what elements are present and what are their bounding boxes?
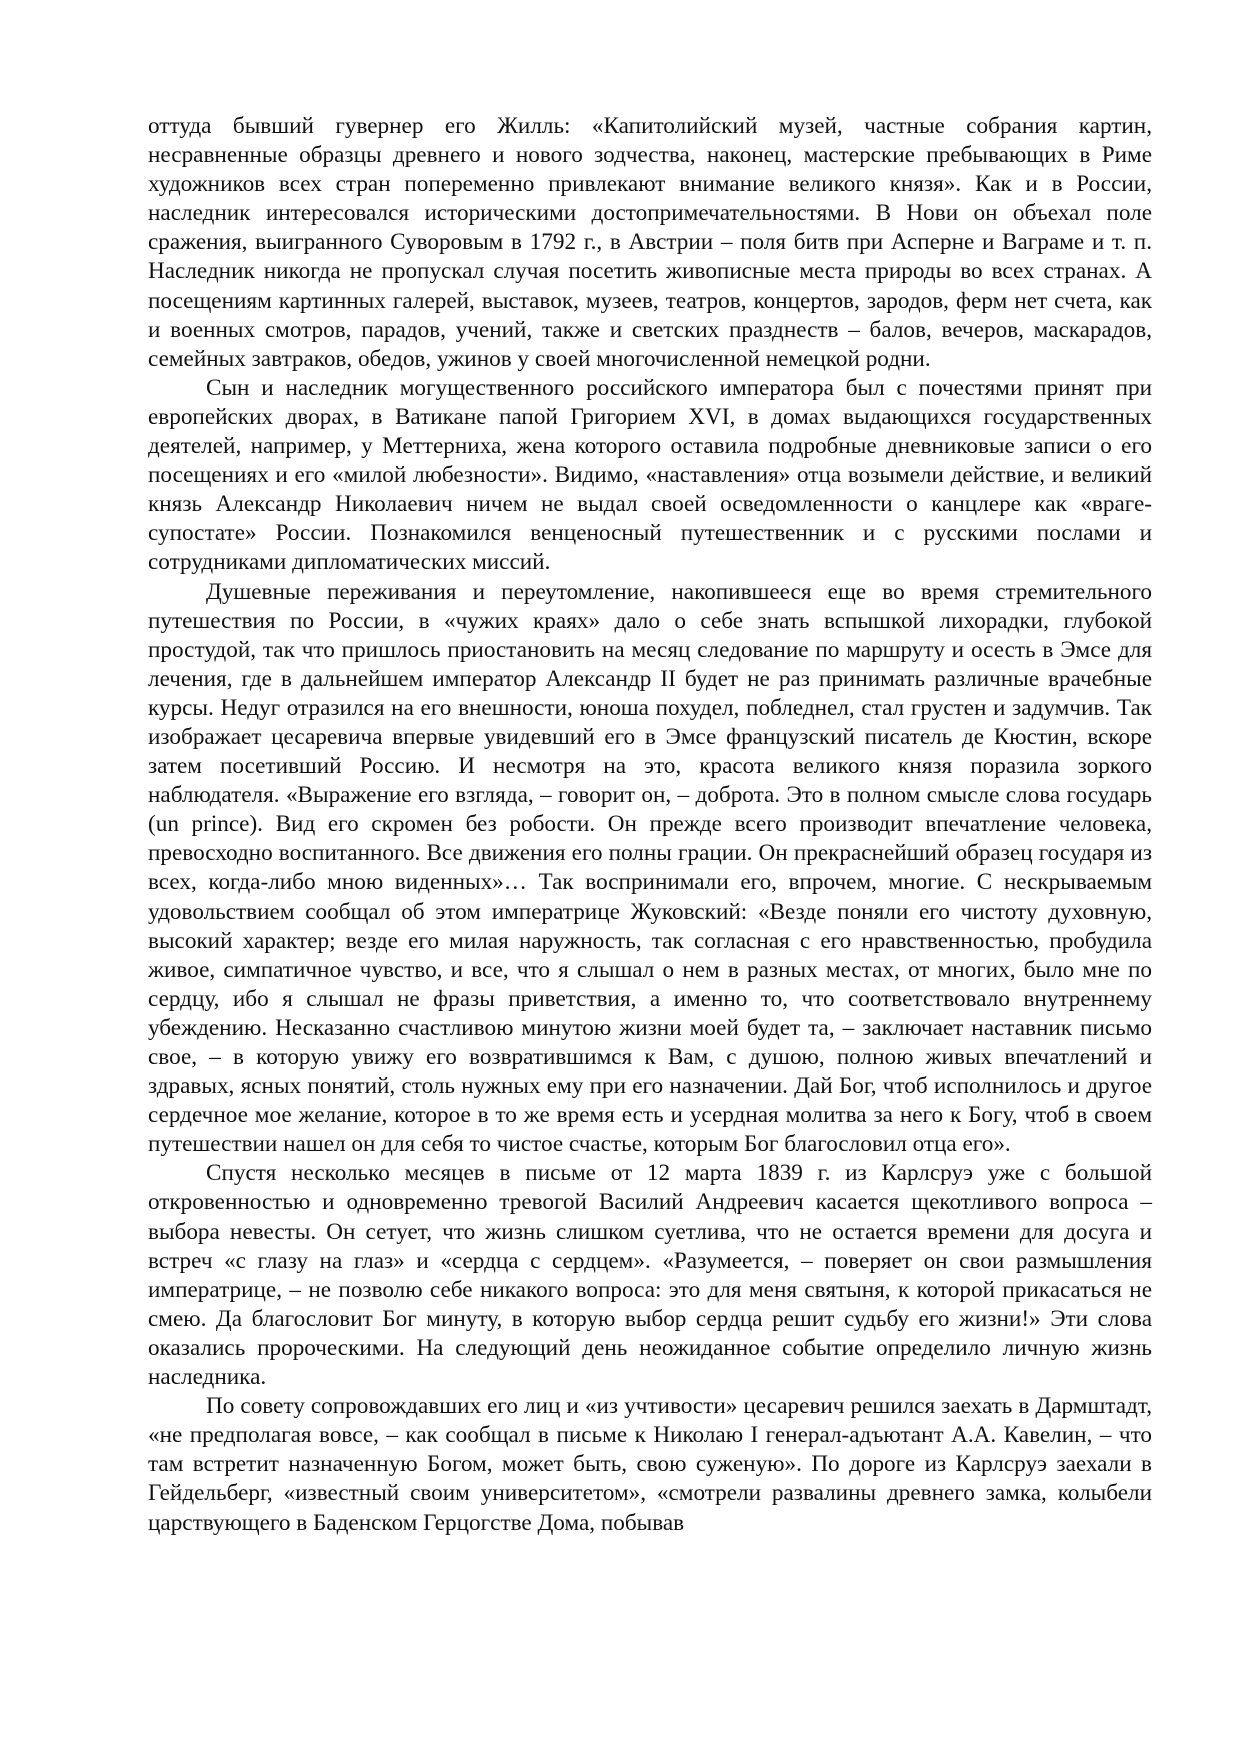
paragraph-4: Спустя несколько месяцев в письме от 12 марта 1839 г. из Карлсруэ уже с большой откровенностью и одновременно тревогой Василий Андреевич касается щекотливого вопроса – выбора невесты. Он сетует, что жизнь слишком суетлива, что не остается времени для досуга и встреч «с глазу на глаз» и «сердца с сердцем». «Разумеется, – поверяет он свои размышления императрице, – не позволю себе никакого вопроса: это для меня святыня, к которой прикасаться не смею. Да благословит Бог минуту, в которую выбор сердца решит судьбу его жизни!» Эти слова оказались пророческими. На следующий день неожиданное событие определило личную жизнь наследника. xyxy=(148,1160,1152,1391)
paragraph-2: Сын и наследник могущественного российского императора был с почестями принят при европейских дворах, в Ватикане папой Григорием XVI, в домах выдающихся государственных деятелей, например, у Меттерниха, жена которого оставила подробные дневниковые записи о его посещениях и его «милой любезности». Видимо, «наставления» отца возымели действие, и великий князь Александр Николаевич ничем не выдал своей осведомленности о канцлере как «враге-супостате» России. Познакомился венценосный путешественник и с русскими послами и сотрудниками дипломатических миссий. xyxy=(148,374,1152,576)
paragraph-3: Душевные переживания и переутомление, накопившееся еще во время стремительного путешествия по России, в «чужих краях» дало о себе знать вспышкой лихорадки, глубокой простудой, так что пришлось приостановить на месяц следование по маршруту и осесть в Эмсе для лечения, где в дальнейшем император Александр II будет не раз принимать различные врачебные курсы. Недуг отразился на его внешности, юноша похудел, побледнел, стал грустен и задумчив. Так изображает цесаревича впервые увидевший его в Эмсе французский писатель де Кюстин, вскоре затем посетивший Россию. И несмотря на это, красота великого князя поразила зоркого наблюдателя. «Выражение его взгляда, – говорит он, – доброта. Это в полном смысле слова государь (un prince). Вид его скромен без робости. Он прежде всего производит впечатление человека, превосходно воспитанного. Все движения его полны грации. Он прекраснейший образец государя из всех, когда-либо мною виденных»… Так воспринимали его, впрочем, многие. С нескрываемым удовольствием сообщал об этом императрице Жуковский: «Везде поняли его чистоту духовную, высокий характер; везде его милая наружность, так согласная с его нравственностью, пробудила живое, симпатичное чувство, и все, что я слышал о нем в разных местах, от многих, было мне по сердцу, ибо я слышал не фразы приветствия, а именно то, что соответствовало внутреннему убеждению. Несказанно счастливою минутою жизни моей будет та, – заключает наставник письмо свое, – в которую увижу его возвратившимся к Вам, с душою, полною живых впечатлений и здравых, ясных понятий, столь нужных ему при его назначении. Дай Бог, чтоб исполнилось и другое сердечное мое желание, которое в то же время есть и усердная молитва за него к Богу, чтоб в своем путешествии нашел он для себя то чистое счастье, которым Бог благословил отца его». xyxy=(148,578,1152,1158)
document-page xyxy=(148,112,1152,1538)
paragraph-5: По совету сопровождавших его лиц и «из учтивости» цесаревич решился заехать в Дармштадт, «не предполагая вовсе, – как сообщал в письме к Николаю I генерал-адъютант А.А. Кавелин, – что там встретит назначенную Богом, может быть, свою суженую». По дороге из Карлсруэ заехали в Гейдельберг, «известный своим университетом», «смотрели развалины древнего замка, колыбели царствующего в Баденском Герцогстве Дома, побывав xyxy=(148,1393,1152,1536)
paragraph-1: оттуда бывший гувернер его Жилль: «Капитолийский музей, частные собрания картин, несравненные образцы древнего и нового зодчества, наконец, мастерские пребывающих в Риме художников всех стран попеременно привлекают внимание великого князя». Как и в России, наследник интересовался историческими достопримечательностями. В Нови он объехал поле сражения, выигранного Суворовым в 1792 г., в Австрии – поля битв при Асперне и Ваграме и т. п. Наследник никогда не пропускал случая посетить живописные места природы во всех странах. А посещениям картинных галерей, выставок, музеев, театров, концертов, зародов, ферм нет счета, как и военных смотров, парадов, учений, также и светских празднеств – балов, вечеров, маскарадов, семейных завтраков, обедов, ужинов у своей многочисленной немецкой родни. xyxy=(148,113,1152,372)
